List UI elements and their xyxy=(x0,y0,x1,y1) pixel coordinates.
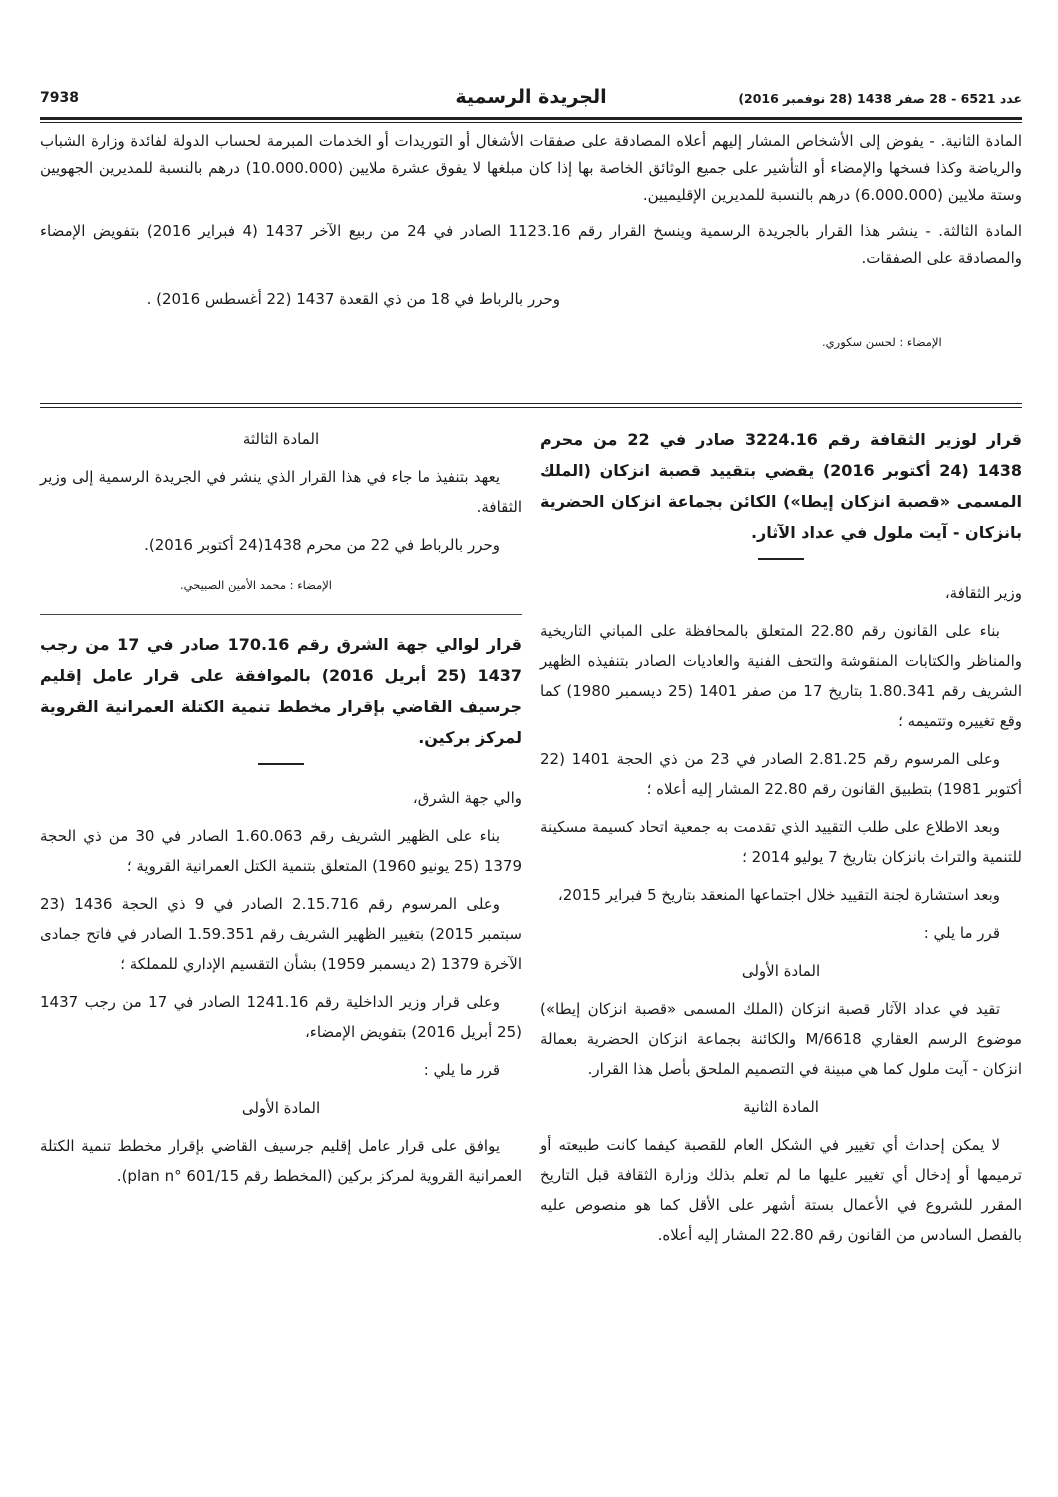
article-2: المادة الثانية. - يفوض إلى الأشخاص المشار إليهم أعلاه المصادقة على صفقات الأشغال أو التوريدات أو الخدمات المبرمة لحساب الدولة لفائدة وزارة الشباب والرياضة وكذا فسخها والإمضاء أو التأشير على جميع الوثائق الخاصة بها إذا كان مبلغها لا يفوق عشرة ملايين (10.000.000) درهم بالنسبة للمديرين الجهويين وستة ملايين (6.000.000) درهم بالنسبة للمديرين الإقليميين. xyxy=(40,132,1022,204)
done-at-culture: وحرر بالرباط في 22 من محرم 1438(24 أكتوبر 2016). xyxy=(144,536,500,554)
wali-article-1-text: يوافق على قرار عامل إقليم جرسيف القاضي بإقرار مخطط تنمية الكتلة العمرانية القروية لمركز بركين (المخطط رقم plan n° 601/15). xyxy=(40,1137,522,1185)
left-column xyxy=(40,424,522,1199)
article-3: المادة الثالثة. - ينشر هذا القرار بالجريدة الرسمية وينسخ القرار رقم 1123.16 الصادر في 24 من ربيع الآخر 1437 (4 فبراير 2016) بتفويض الإمضاء والمصادقة على الصفقات. xyxy=(40,222,1023,267)
done-at: وحرر بالرباط في 18 من ذي القعدة 1437 (22 أغسطس 2016) . xyxy=(146,290,560,308)
preamble-3: وبعد الاطلاع على طلب التقييد الذي تقدمت به جمعية اتحاد كسيمة مسكينة للتنمية والتراث بانزكان بتاريخ 7 يوليو 2014 ؛ xyxy=(540,818,1022,866)
article-1-text: تقيد في عداد الآثار قصبة انزكان (الملك المسمى «قصبة انزكان إيطا») موضوع الرسم العقاري M/6618 والكائنة بجماعة انزكان الحضرية بعمالة انزكان - آيت ملول كما هي مبينة في التصميم الملحق بأصل هذا القرار. xyxy=(540,1000,1022,1078)
article-2-heading: المادة الثانية xyxy=(743,1098,819,1116)
article-2-text: لا يمكن إحداث أي تغيير في الشكل العام للقصبة كيفما كانت طبيعته أو ترميمها أو إدخال أي تغيير عليها ما لم تعلم بذلك وزارة الثقافة قبل التاريخ المقرر للشروع في الأعمال بستة أشهر على الأقل كما هو منصوص عليه بالفصل السادس من القانون رقم 22.80 المشار إليه أعلاه. xyxy=(540,1136,1022,1244)
header-rule-thin xyxy=(40,122,1022,123)
signature: الإمضاء : لحسن سكوري. xyxy=(822,335,942,349)
page-header xyxy=(40,86,1022,114)
preamble-2: وعلى المرسوم رقم 2.81.25 الصادر في 23 من ذي الحجة 1401 (22 أكتوبر 1981) بتطبيق القانون رقم 22.80 المشار إليه أعلاه ؛ xyxy=(540,750,1022,798)
right-column xyxy=(540,424,1022,1258)
wali-preamble-2: وعلى المرسوم رقم 2.15.716 الصادر في 9 ذي الحجة 1436 (23 سبتمبر 2015) بتغيير الظهير الشريف رقم 1.59.351 الصادر في فاتح جمادى الآخرة 1379 (2 ديسمبر 1959) بشأن التقسيم الإداري للمملكة ؛ xyxy=(40,895,522,973)
section-separator-thin xyxy=(40,407,1022,408)
wali-preamble-1: بناء على الظهير الشريف رقم 1.60.063 الصادر في 30 من ذي الحجة 1379 (25 يونيو 1960) المتعلق بتنمية الكتل العمرانية القروية ؛ xyxy=(40,827,522,875)
article-3-text: يعهد بتنفيذ ما جاء في هذا القرار الذي ينشر في الجريدة الرسمية إلى وزير الثقافة. xyxy=(40,468,522,516)
wali-preamble-3: وعلى قرار وزير الداخلية رقم 1241.16 الصادر في 17 من رجب 1437 (25 أبريل 2016) بتفويض الإمضاء، xyxy=(40,993,522,1041)
previous-decision-end xyxy=(40,128,1022,356)
title-dash xyxy=(758,558,804,560)
decision-title-wali: قرار لوالي جهة الشرق رقم 170.16 صادر في 17 من رجب 1437 (25 أبريل 2016) بالموافقة على قرار عامل إقليم جرسيف القاضي بإقرار مخطط تنمية الكتلة العمرانية القروية لمركز بركين. xyxy=(40,635,522,747)
issue-info: عدد 6521 - 28 صفر 1438 (28 نوفمبر 2016) xyxy=(738,91,1022,106)
wali-decides-line: قرر ما يلي : xyxy=(423,1061,500,1079)
header-rule xyxy=(40,117,1022,120)
section-separator xyxy=(40,403,1022,404)
decides-line: قرر ما يلي : xyxy=(923,924,1000,942)
minister-line: وزير الثقافة، xyxy=(944,584,1022,602)
preamble-4: وبعد استشارة لجنة التقييد خلال اجتماعها المنعقد بتاريخ 5 فبراير 2015، xyxy=(557,886,1000,904)
page-number: 7938 xyxy=(40,90,79,106)
title-dash-2 xyxy=(258,763,304,765)
wali-line: والي جهة الشرق، xyxy=(412,789,522,807)
decision-title-culture: قرار لوزير الثقافة رقم 3224.16 صادر في 22 من محرم 1438 (24 أكتوبر 2016) يقضي بتقييد قصبة انزكان (الملك المسمى «قصبة انزكان إيطا») الكائن بجماعة انزكان الحضرية بانزكان - آيت ملول في عداد الآثار. xyxy=(540,430,1023,542)
wali-article-1-heading: المادة الأولى xyxy=(241,1099,321,1117)
gazette-page xyxy=(40,0,1022,1497)
article-1-heading: المادة الأولى xyxy=(741,962,821,980)
gazette-title: الجريدة الرسمية xyxy=(455,86,607,108)
decision-separator xyxy=(40,614,522,615)
signature-culture: الإمضاء : محمد الأمين الصبيحي. xyxy=(180,578,332,592)
preamble-1: بناء على القانون رقم 22.80 المتعلق بالمحافظة على المباني التاريخية والمناظر والكتابات المنقوشة والتحف الفنية والعاديات الصادر بتنفيذه الظهير الشريف رقم 1.80.341 بتاريخ 17 من صفر 1401 (25 ديسمبر 1980) كما وقع تغييره وتتميمه ؛ xyxy=(540,622,1023,730)
article-3-heading: المادة الثالثة xyxy=(242,430,320,448)
